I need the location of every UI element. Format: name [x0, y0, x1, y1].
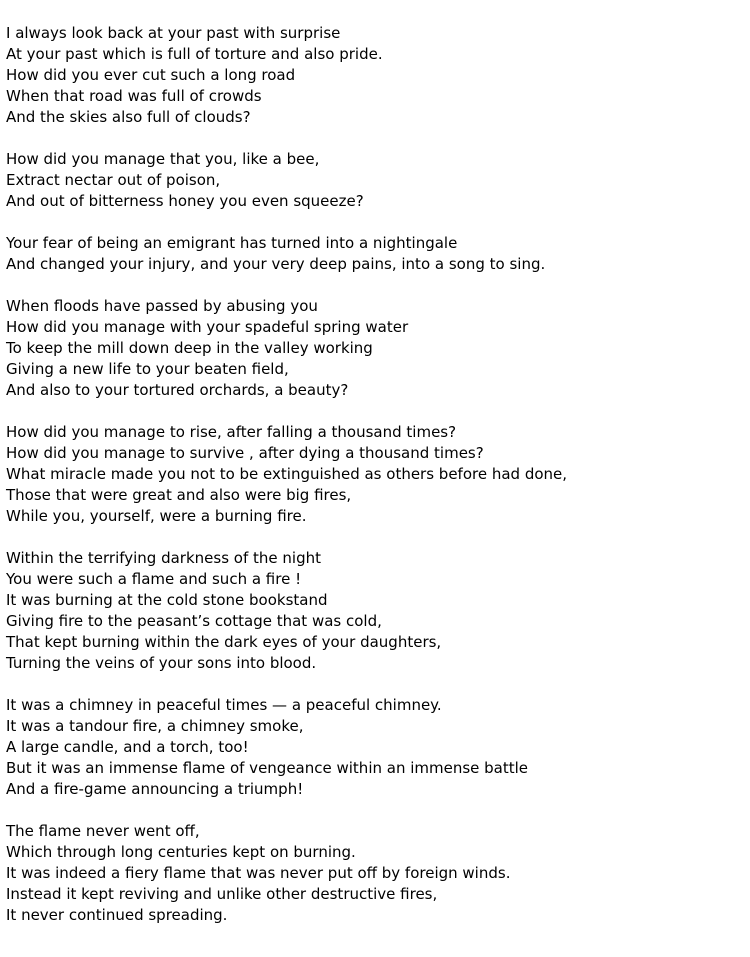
stanza — [6, 233, 740, 275]
stanza — [6, 149, 740, 212]
poem-line: When that road was full of crowds — [6, 87, 262, 105]
poem-line: It was a chimney in peaceful times — a peaceful chimney. — [6, 696, 442, 714]
poem-line: The flame never went off, — [6, 822, 200, 840]
poem-line: It was burning at the cold stone bookstand — [6, 591, 328, 609]
stanza — [6, 422, 740, 527]
poem-line: When floods have passed by abusing you — [6, 297, 318, 315]
stanza — [6, 23, 740, 128]
poem-line: Giving a new life to your beaten field, — [6, 360, 289, 378]
poem-line: Within the terrifying darkness of the night — [6, 549, 321, 567]
poem-line: And a fire-game announcing a triumph! — [6, 780, 304, 798]
stanza — [6, 548, 740, 674]
poem-line: While you, yourself, were a burning fire. — [6, 507, 307, 525]
poem-line: To keep the mill down deep in the valley working — [6, 339, 373, 357]
poem-line: And the skies also full of clouds? — [6, 108, 251, 126]
poem-line: And also to your tortured orchards, a beauty? — [6, 381, 349, 399]
poem-line: But it was an immense flame of vengeance within an immense battle — [6, 759, 529, 777]
poem-line: Instead it kept reviving and unlike other destructive fires, — [6, 885, 438, 903]
poem-line: How did you manage to survive , after dying a thousand times? — [6, 444, 484, 462]
poem-line: Those that were great and also were big fires, — [6, 486, 352, 504]
poem-line: How did you manage to rise, after falling a thousand times? — [6, 423, 457, 441]
poem-line: It was a tandour fire, a chimney smoke, — [6, 717, 304, 735]
poem-line: A large candle, and a torch, too! — [6, 738, 249, 756]
poem-line: How did you ever cut such a long road — [6, 66, 296, 84]
stanza — [6, 695, 740, 800]
poem-line: And out of bitterness honey you even squeeze? — [6, 192, 364, 210]
poem-line: It was indeed a fiery flame that was never put off by foreign winds. — [6, 864, 511, 882]
poem-line: That kept burning within the dark eyes of your daughters, — [6, 633, 442, 651]
poem-line: At your past which is full of torture and also pride. — [6, 45, 383, 63]
poem-line: How did you manage that you, like a bee, — [6, 150, 320, 168]
poem-line: It never continued spreading. — [6, 906, 228, 924]
poem-line: Giving fire to the peasant’s cottage that was cold, — [6, 612, 382, 630]
poem-line: Extract nectar out of poison, — [6, 171, 221, 189]
poem-line: Turning the veins of your sons into blood. — [6, 654, 317, 672]
poem-line: And changed your injury, and your very deep pains, into a song to sing. — [6, 255, 546, 273]
poem-line: How did you manage with your spadeful spring water — [6, 318, 409, 336]
poem-line: Which through long centuries kept on burning. — [6, 843, 356, 861]
stanza — [6, 821, 740, 926]
poem-line: Your fear of being an emigrant has turned into a nightingale — [6, 234, 458, 252]
stanza — [6, 296, 740, 401]
poem-line: I always look back at your past with surprise — [6, 24, 341, 42]
poem-line: You were such a flame and such a fire ! — [6, 570, 302, 588]
poem-line: What miracle made you not to be extinguished as others before had done, — [6, 465, 568, 483]
